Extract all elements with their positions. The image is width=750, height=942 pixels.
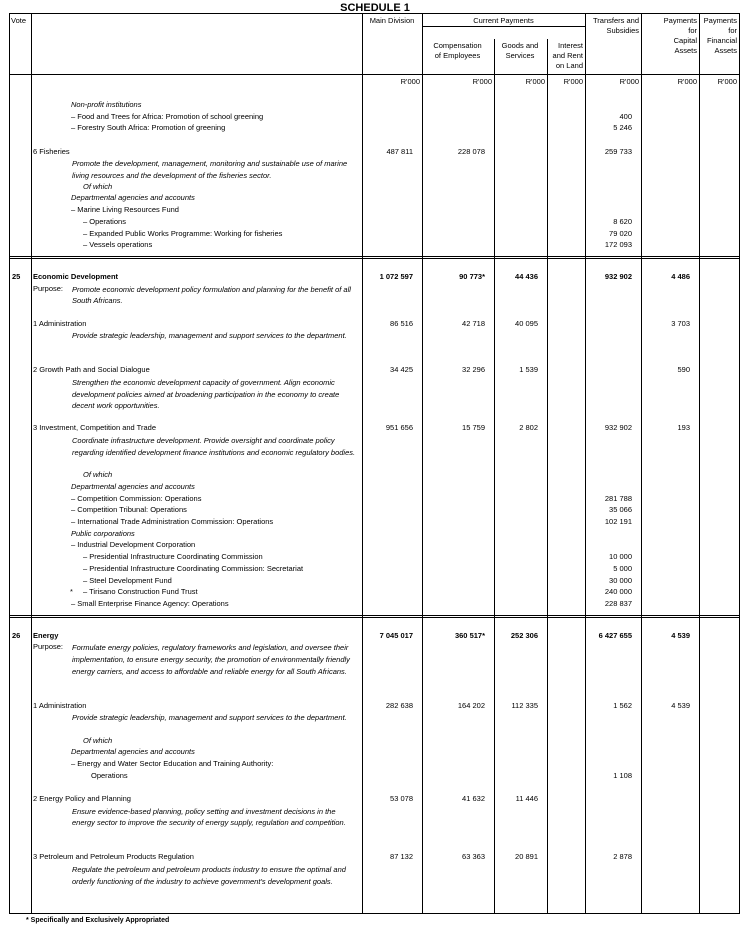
row-label: Public corporations (71, 528, 135, 538)
amount-cell: 1 108 (613, 770, 632, 780)
amount-cell: 4 486 (671, 271, 690, 281)
section-separator (9, 258, 739, 259)
row-label: – Expanded Public Works Programme: Working for fisheries (83, 228, 283, 238)
row-label: – Forestry South Africa: Promotion of greening (71, 123, 226, 133)
purpose-label: Purpose: (33, 642, 64, 652)
row-label: – Presidential Infrastructure Coordinating Commission: Secretariat (83, 563, 304, 573)
amount-cell: 228 078 (457, 146, 485, 156)
amount-cell: 590 (677, 365, 690, 375)
row-label: – Vessels operations (83, 240, 153, 250)
row-label: – Industrial Development Corporation (71, 540, 196, 550)
amount-cell: 6 427 655 (598, 630, 632, 640)
column-rule (739, 13, 740, 914)
column-header-line: Compensation (433, 41, 482, 50)
column-header-line: Payments (703, 16, 737, 25)
column-rule (9, 13, 10, 914)
column-rule (641, 13, 642, 914)
amount-cell: 79 020 (609, 228, 632, 238)
amount-cell: 1 072 597 (379, 271, 413, 281)
row-label: Promote the development, management, monitoring and sustainable use of marine living resources and the development of the fisheries sector. (72, 159, 348, 180)
amount-cell: 40 095 (515, 318, 538, 328)
amount-cell: 63 363 (462, 852, 485, 862)
amount-cell: 1 562 (613, 700, 632, 710)
row-label: Energy (33, 630, 59, 640)
column-header-line: for (688, 26, 697, 35)
column-header-line: for (728, 26, 737, 35)
row-label: Non-profit institutions (71, 100, 142, 109)
current-payments-rule (422, 26, 585, 27)
purpose-label: Purpose: (33, 283, 64, 293)
vote-header: Vote (11, 16, 27, 25)
unit-label: R'000 (619, 77, 639, 86)
row-label: – Small Enterprise Finance Agency: Operations (71, 598, 229, 608)
amount-cell: 7 045 017 (379, 630, 413, 640)
amount-cell: 112 335 (511, 700, 538, 710)
section-separator (9, 615, 739, 616)
row-label: Provide strategic leadership, management and support services to the department. (72, 331, 347, 341)
main-division-header: Main Division (369, 16, 415, 25)
amount-cell: 44 436 (515, 271, 538, 281)
column-header-line: Goods and (501, 41, 539, 50)
amount-cell: 15 759 (462, 423, 485, 433)
row-label: Departmental agencies and accounts (71, 747, 195, 757)
unit-label: R'000 (677, 77, 697, 86)
amount-cell: 8 620 (613, 216, 632, 226)
row-label: Operations (91, 770, 128, 780)
unit-label: R'000 (563, 77, 583, 86)
table-bottom-border (9, 913, 739, 914)
row-label: 1 Administration (33, 318, 87, 328)
header-bottom-rule (9, 74, 739, 75)
column-rule (547, 39, 548, 914)
current-payments-header: Current Payments (473, 16, 534, 25)
row-label: Provide strategic leadership, management and support services to the department. (72, 713, 347, 723)
row-label: 3 Investment, Competition and Trade (33, 423, 156, 433)
column-header-line: Financial (706, 36, 737, 45)
amount-cell: 172 093 (604, 240, 632, 250)
row-label: Promote economic development policy formulation and planning for the benefit of all South Africans. (72, 284, 351, 306)
column-header-line: on Land (555, 61, 583, 70)
amount-cell: 228 837 (604, 598, 632, 608)
row-label: 2 Growth Path and Social Dialogue (33, 365, 150, 375)
unit-label: R'000 (472, 77, 492, 86)
schedule-title: SCHEDULE 1 (340, 2, 410, 14)
column-header-line: of Employees (434, 51, 481, 60)
row-label: Departmental agencies and accounts (71, 481, 195, 491)
column-rule (494, 39, 495, 914)
row-label: Departmental agencies and accounts (71, 193, 195, 203)
column-header-line: Assets (714, 46, 737, 55)
row-label: Of which (83, 181, 113, 191)
row-label: 1 Administration (33, 700, 87, 710)
amount-cell: 90 773* (459, 271, 485, 281)
amount-cell: 10 000 (609, 552, 632, 562)
amount-cell: 281 788 (604, 493, 632, 503)
schedule-table (9, 13, 739, 914)
amount-cell: 252 306 (510, 630, 538, 640)
amount-cell: 30 000 (609, 575, 632, 585)
unit-label: R'000 (525, 77, 545, 86)
row-label: – Competition Commission: Operations (71, 493, 202, 503)
row-label: Regulate the petroleum and petroleum products industry to ensure the optimal and orderly functioning of the industry to achieve government's development goals. (72, 865, 346, 886)
section-separator (9, 256, 739, 257)
amount-cell: 5 000 (613, 563, 632, 573)
amount-cell: 360 517* (454, 630, 485, 640)
row-label: Formulate energy policies, regulatory frameworks and legislation, and oversee their implementation, to ensure energy security, the promotion of environmentally friendly energy carriers, and access to affordable and reliable energy for all South Africans. (72, 643, 350, 676)
amount-cell: 400 (619, 111, 632, 121)
amount-cell: 86 516 (390, 318, 413, 328)
row-label: – Tirisano Construction Fund Trust (83, 587, 198, 597)
table-top-border (9, 13, 739, 14)
column-header-line: Assets (674, 46, 697, 55)
column-header-line: Capital (673, 36, 697, 45)
amount-cell: 240 000 (604, 587, 632, 597)
column-header-line: and Rent (552, 51, 583, 60)
amount-cell: 2 878 (613, 852, 632, 862)
amount-cell: 34 425 (390, 365, 413, 375)
row-label: – Steel Development Fund (83, 575, 172, 585)
row-label: 3 Petroleum and Petroleum Products Regulation (33, 852, 194, 862)
row-label: Of which (83, 735, 113, 745)
column-header-line: Subsidies (606, 26, 639, 35)
amount-cell: 87 132 (390, 852, 413, 862)
amount-cell: 3 703 (671, 318, 690, 328)
row-label: Economic Development (33, 271, 119, 281)
row-label: 6 Fisheries (33, 146, 70, 156)
amount-cell: 53 078 (390, 794, 413, 803)
vote-number: 26 (12, 630, 21, 640)
amount-cell: 32 296 (462, 365, 485, 375)
amount-cell: 1 539 (519, 365, 538, 375)
row-label: – Energy and Water Sector Education and Training Authority: (71, 759, 274, 769)
row-label: Ensure evidence-based planning, policy setting and investment decisions in the energy sector to improve the security of energy supply, regulation and competition. (72, 806, 346, 828)
row-label: – Presidential Infrastructure Coordinating Commission (83, 552, 263, 562)
column-header-line: Transfers and (593, 16, 639, 25)
column-header-line: Interest (557, 41, 583, 50)
amount-cell: 35 066 (609, 505, 632, 515)
amount-cell: 932 902 (604, 423, 632, 433)
amount-cell: 487 811 (386, 146, 413, 156)
amount-cell: 11 446 (515, 794, 538, 803)
row-label: – Food and Trees for Africa: Promotion of school greening (71, 111, 264, 121)
amount-cell: 20 891 (515, 852, 538, 862)
unit-label: R'000 (717, 77, 737, 86)
column-rule (31, 13, 32, 914)
row-label: Strengthen the economic development capacity of government. Align economic development policies aimed at broadening participation in the economy to create decent work opportunities. (72, 377, 340, 411)
amount-cell: 4 539 (671, 700, 690, 710)
section-separator (9, 617, 739, 618)
amount-cell: 42 718 (462, 318, 485, 328)
row-label: – Competition Tribunal: Operations (71, 505, 187, 515)
row-label: – Marine Living Resources Fund (71, 205, 179, 215)
amount-cell: 282 638 (385, 700, 413, 710)
amount-cell: 102 191 (604, 517, 632, 526)
appropriation-star: * (70, 587, 73, 597)
amount-cell: 193 (677, 423, 690, 433)
amount-cell: 41 632 (462, 794, 485, 803)
amount-cell: 2 802 (519, 423, 538, 433)
amount-cell: 164 202 (457, 700, 485, 710)
amount-cell: 932 902 (604, 271, 632, 281)
row-label: Coordinate infrastructure development. Provide oversight and coordinate policy regarding identified development finance institutions and economic regulatory bodies. (72, 436, 356, 457)
row-label: – International Trade Administration Commission: Operations (71, 517, 274, 526)
footnote: * Specifically and Exclusively Appropriated (26, 917, 170, 924)
column-header-line: Services (505, 51, 535, 60)
row-label: – Operations (83, 216, 126, 226)
amount-cell: 951 656 (385, 423, 413, 433)
row-label: Of which (83, 470, 113, 480)
vote-number: 25 (12, 271, 21, 281)
amount-cell: 4 539 (671, 630, 690, 640)
amount-cell: 259 733 (604, 146, 632, 156)
column-header-line: Payments (663, 16, 697, 25)
row-label: 2 Energy Policy and Planning (33, 794, 131, 803)
amount-cell: 5 246 (613, 123, 632, 133)
unit-label: R'000 (400, 77, 420, 86)
column-rule (699, 13, 700, 914)
